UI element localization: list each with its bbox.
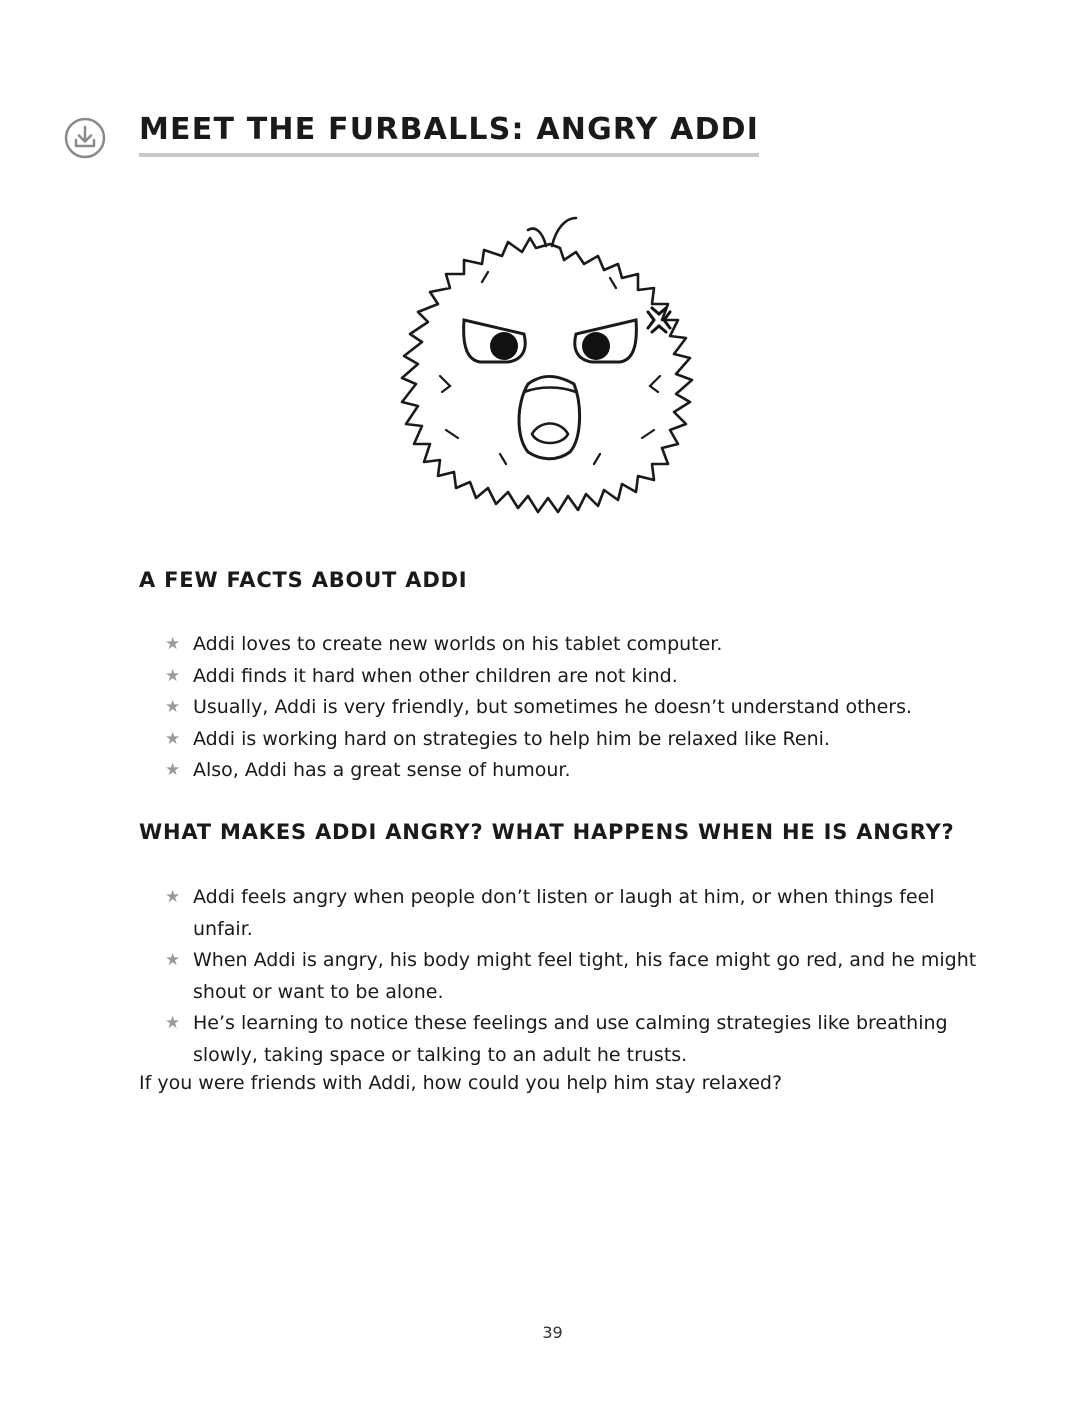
facts-heading: A FEW FACTS ABOUT ADDI xyxy=(139,568,468,592)
list-item xyxy=(165,661,985,693)
reflection-question: If you were friends with Addi, how could you help him stay relaxed? xyxy=(139,1072,783,1094)
star-icon: ★ xyxy=(165,665,181,686)
star-icon: ★ xyxy=(165,697,181,718)
angry-list xyxy=(165,882,985,1072)
list-item-text: Addi loves to create new worlds on his tablet computer. xyxy=(193,633,723,655)
angry-furball-illustration xyxy=(360,208,740,528)
download-icon xyxy=(64,117,106,159)
list-item-text: When Addi is angry, his body might feel tight, his face might go red, and he might shout or want to be alone. xyxy=(193,949,977,1003)
list-item-text: Addi finds it hard when other children are not kind. xyxy=(193,664,678,687)
star-icon: ★ xyxy=(165,887,181,907)
facts-list xyxy=(165,629,985,787)
list-item-text: Addi is working hard on strategies to help him be relaxed like Reni. xyxy=(193,727,830,750)
star-icon: ★ xyxy=(165,1013,181,1034)
star-icon: ★ xyxy=(165,728,181,749)
download-button[interactable] xyxy=(64,117,106,159)
list-item xyxy=(165,724,985,756)
list-item xyxy=(165,945,985,1008)
list-item xyxy=(165,882,985,945)
list-item-text: Also, Addi has a great sense of humour. xyxy=(193,759,571,782)
list-item-text: He’s learning to notice these feelings and use calming strategies like breathing slowly, taking space or talking to an adult he trusts. xyxy=(193,1012,948,1066)
page-title: MEET THE FURBALLS: ANGRY ADDI xyxy=(139,112,759,157)
list-item xyxy=(165,692,985,724)
angry-furball-face-icon xyxy=(360,208,740,528)
list-item-text: Addi feels angry when people don’t listen or laugh at him, or when things feel unfair. xyxy=(193,886,935,940)
list-item xyxy=(165,755,985,787)
list-item-text: Usually, Addi is very friendly, but sometimes he doesn’t understand others. xyxy=(193,696,913,719)
angry-heading: WHAT MAKES ADDI ANGRY? WHAT HAPPENS WHEN HE IS ANGRY? xyxy=(139,820,955,844)
star-icon: ★ xyxy=(165,760,181,781)
star-icon: ★ xyxy=(165,634,181,654)
list-item xyxy=(165,629,985,661)
star-icon: ★ xyxy=(165,950,181,971)
list-item xyxy=(165,1008,985,1071)
page-number: 39 xyxy=(542,1323,563,1342)
